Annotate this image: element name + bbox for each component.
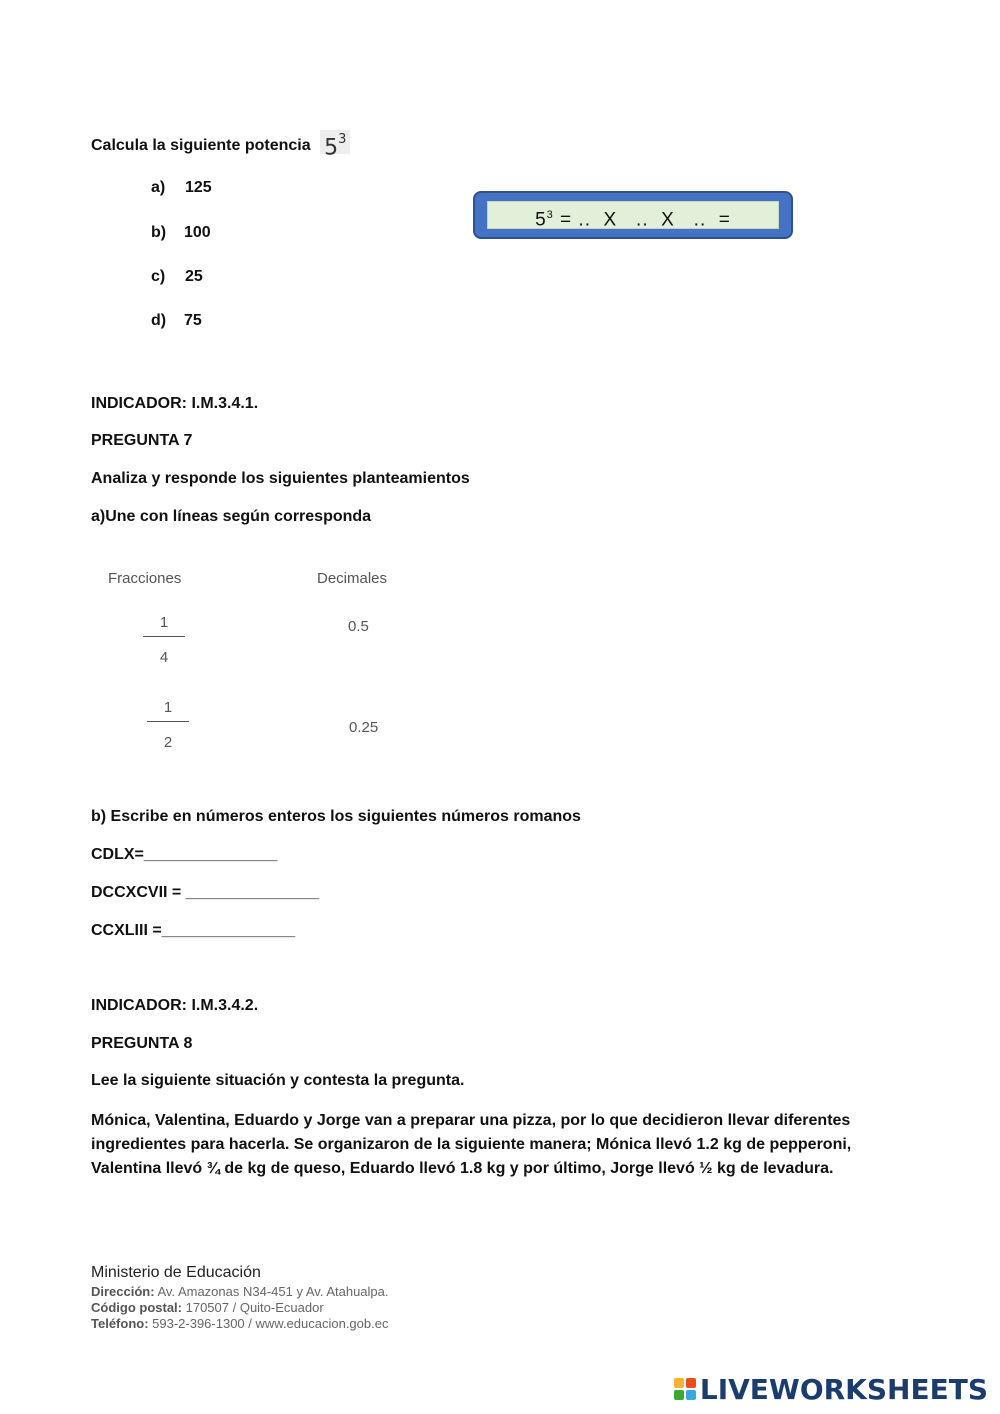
phone-value: 593-2-396-1300 / www.educacion.gob.ec xyxy=(148,1316,389,1331)
fraction-1-4[interactable] xyxy=(139,612,189,669)
option-c[interactable] xyxy=(151,268,203,286)
question-8-title: PREGUNTA 8 xyxy=(91,1035,193,1052)
footer-address xyxy=(91,1284,389,1300)
roman-ccxliii[interactable]: CCXLIII =_______________ xyxy=(91,922,296,939)
indicator-q8: INDICADOR: I.M.3.4.2. xyxy=(91,997,259,1014)
liveworksheets-logo xyxy=(674,1372,988,1406)
question-7-title: PREGUNTA 7 xyxy=(91,432,193,449)
fraction-numerator: 1 xyxy=(163,699,173,716)
logo-square-3 xyxy=(674,1390,684,1400)
power-exponent: 3 xyxy=(338,132,347,147)
option-letter: a) xyxy=(151,179,166,196)
roman-dccxcvii[interactable]: DCCXCVII = _______________ xyxy=(91,884,320,901)
option-value: 125 xyxy=(185,179,212,196)
footer xyxy=(91,1264,389,1332)
option-value: 75 xyxy=(184,312,202,329)
ministry-name: Ministerio de Educación xyxy=(91,1264,261,1281)
address-value: Av. Amazonas N34-451 y Av. Atahualpa. xyxy=(154,1284,389,1299)
indicator-q7: INDICADOR: I.M.3.4.1. xyxy=(91,395,259,412)
option-d[interactable] xyxy=(151,312,202,330)
option-a[interactable] xyxy=(151,179,212,197)
answer-base: 5 xyxy=(535,209,547,231)
answer-box xyxy=(473,191,793,239)
q7-instruction: Analiza y responde los siguientes planteamientos xyxy=(91,470,470,487)
roman-cdlx[interactable]: CDLX=_______________ xyxy=(91,846,278,863)
option-letter: d) xyxy=(151,312,167,329)
liveworksheets-logo-icon xyxy=(674,1378,696,1400)
fraction-1-2[interactable] xyxy=(143,697,193,754)
postal-value: 170507 / Quito-Ecuador xyxy=(182,1300,324,1315)
decimal-0-25[interactable]: 0.25 xyxy=(349,719,379,736)
power-question-title xyxy=(91,132,350,161)
q7-part-a: a)Une con líneas según corresponda xyxy=(91,508,372,525)
power-base: 5 xyxy=(324,135,339,161)
postal-label: Código postal: xyxy=(91,1300,182,1315)
phone-label: Teléfono: xyxy=(91,1316,149,1331)
logo-square-4 xyxy=(686,1390,696,1400)
answer-expression: = .. X .. X .. = xyxy=(553,209,731,231)
answer-input[interactable] xyxy=(487,201,779,229)
power-image xyxy=(320,130,350,161)
decimals-header: Decimales xyxy=(317,570,388,587)
fractions-header: Fracciones xyxy=(108,570,182,587)
power-question-text: Calcula la siguiente potencia xyxy=(91,137,311,155)
answer-exponent: 3 xyxy=(546,209,554,221)
fraction-bar xyxy=(143,636,185,637)
option-value: 100 xyxy=(184,224,211,241)
footer-postal xyxy=(91,1300,389,1316)
liveworksheets-logo-text: LIVEWORKSHEETS xyxy=(699,1372,988,1406)
decimal-0-5[interactable]: 0.5 xyxy=(348,618,369,635)
option-letter: b) xyxy=(151,224,167,241)
q7-part-b: b) Escribe en números enteros los siguientes números romanos xyxy=(91,808,581,825)
option-letter: c) xyxy=(151,268,166,285)
fraction-denominator: 4 xyxy=(159,649,169,666)
fraction-denominator: 2 xyxy=(163,734,173,751)
logo-square-1 xyxy=(674,1378,684,1388)
fraction-numerator: 1 xyxy=(159,614,169,631)
option-value: 25 xyxy=(185,268,203,285)
option-b[interactable] xyxy=(151,224,211,242)
address-label: Dirección: xyxy=(91,1284,155,1299)
footer-phone xyxy=(91,1316,389,1332)
q8-paragraph: Mónica, Valentina, Eduardo y Jorge van a preparar una pizza, por lo que decidieron llevar diferentes ingredientes para hacerla. Se organizaron de la siguiente manera; Mónica llevó 1.2 kg de pepperoni, Valentina llevó ¾ de kg de queso, Eduardo llevó 1.8 kg y por último, Jorge llevó ½ kg de levadura. xyxy=(91,1112,852,1177)
logo-square-2 xyxy=(686,1378,696,1388)
fraction-bar xyxy=(147,721,189,722)
q8-instruction: Lee la siguiente situación y contesta la pregunta. xyxy=(91,1072,465,1089)
